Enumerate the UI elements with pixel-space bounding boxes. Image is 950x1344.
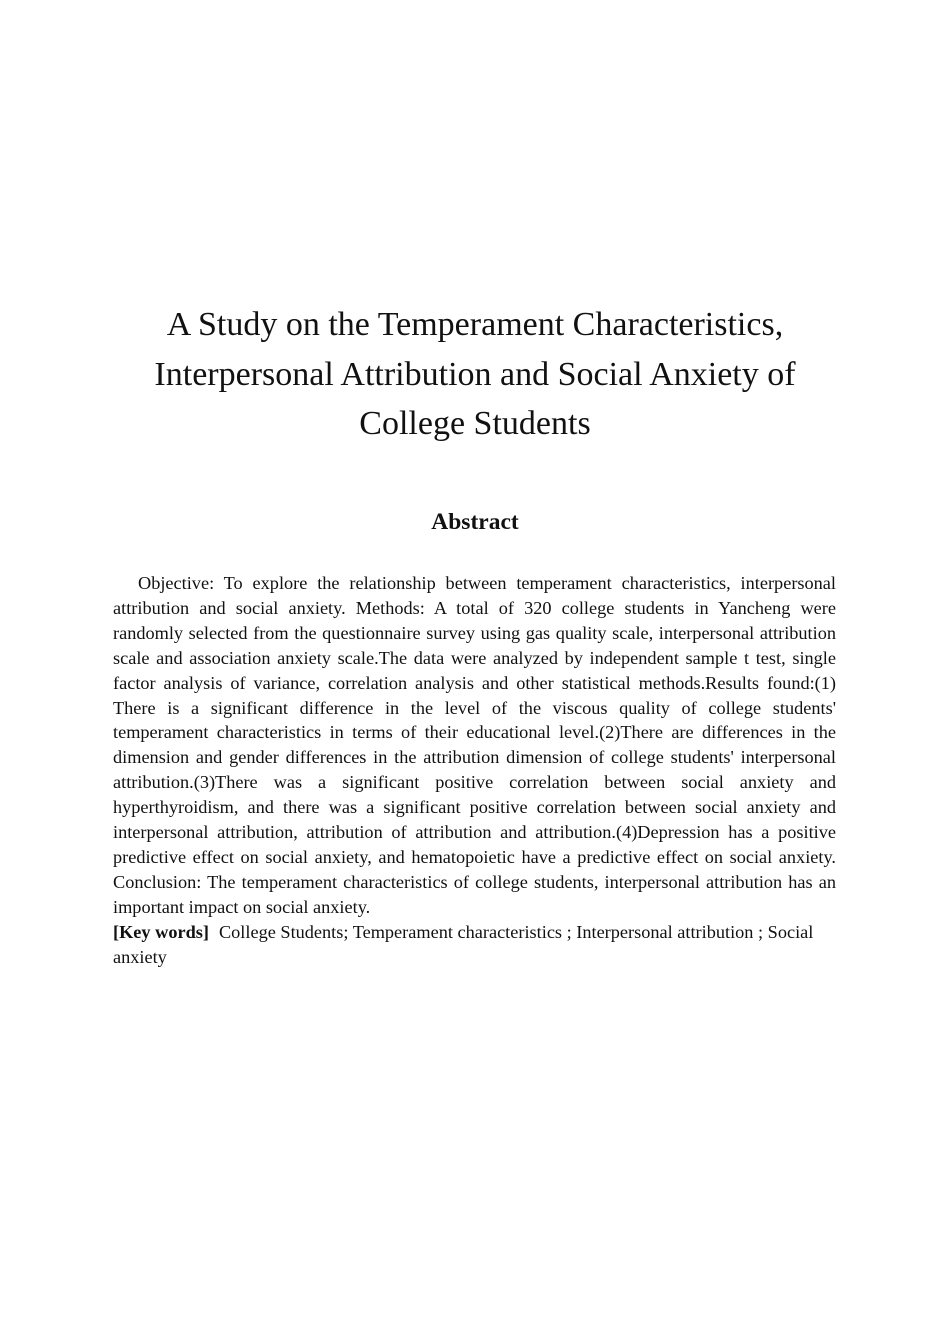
title-line-2: Interpersonal Attribution and Social Anxiety of (154, 355, 796, 393)
paper-title (100, 300, 850, 449)
keywords-text: College Students; Temperament characteristics ; Interpersonal attribution ; Social anxiety (113, 922, 814, 967)
abstract-body: Objective: To explore the relationship between temperament characteristics, interpersonal attribution and social anxiety. Methods: A total of 320 college students in Yancheng were randomly selected from the questionnaire survey using gas quality scale, interpersonal attribution scale and association anxiety scale.The data were analyzed by independent sample t test, single factor analysis of variance, correlation analysis and other statistical methods.Results found:(1) There is a significant difference in the level of the viscous quality of college students' temperament characteristics in terms of their educational level.(2)There are differences in the dimension and gender differences in the attribution dimension of college students' interpersonal attribution.(3)There was a significant positive correlation between social anxiety and hyperthyroidism, and there was a significant positive correlation between social anxiety and interpersonal attribution, attribution of attribution and attribution.(4)Depression has a positive predictive effect on social anxiety, and hematopoietic have a predictive effect on social anxiety. Conclusion: The temperament characteristics of college students, interpersonal attribution has an important impact on social anxiety. (113, 573, 836, 917)
title-line-1: A Study on the Temperament Characteristics, (166, 306, 784, 343)
abstract-heading: Abstract (431, 509, 519, 535)
keywords-label: [Key words] (113, 922, 209, 942)
title-line-3: College Students (359, 405, 591, 442)
keywords-paragraph (113, 920, 836, 970)
